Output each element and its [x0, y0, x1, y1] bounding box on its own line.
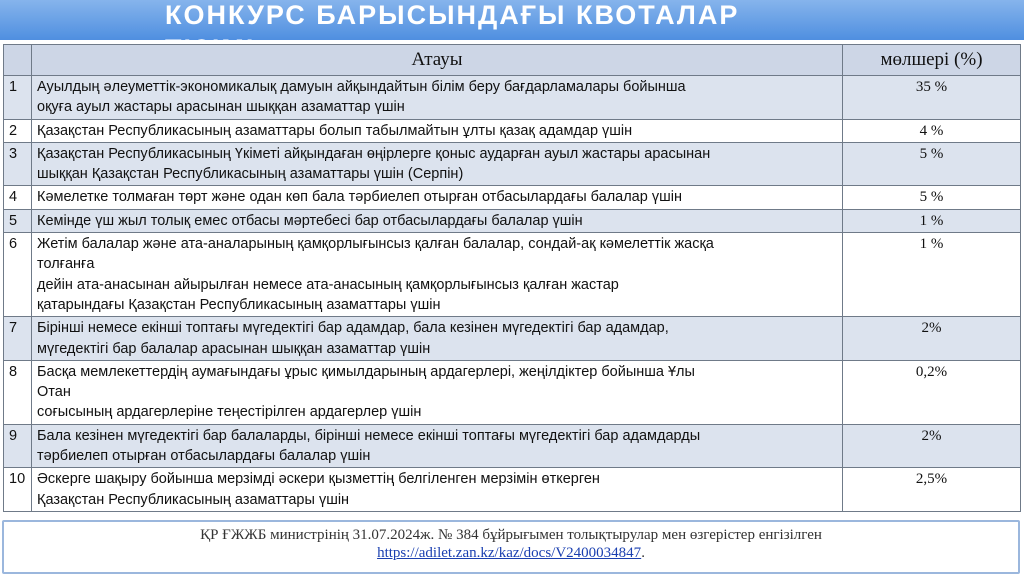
row-quota-value: 0,2%	[843, 360, 1021, 424]
header-number	[4, 45, 32, 76]
row-quota-value: 4 %	[843, 119, 1021, 142]
table-row	[4, 360, 1021, 424]
row-number: 7	[4, 317, 32, 361]
table-body	[4, 76, 1021, 512]
row-quota-value: 1 %	[843, 233, 1021, 317]
row-description	[32, 76, 843, 120]
row-description	[32, 142, 843, 186]
row-number: 1	[4, 76, 32, 120]
row-description	[32, 186, 843, 209]
row-number: 9	[4, 424, 32, 468]
table-row	[4, 142, 1021, 186]
row-description	[32, 468, 843, 512]
page-title: КОНКУРС БАРЫСЫНДАҒЫ КВОТАЛАР	[165, 0, 740, 30]
row-description	[32, 317, 843, 361]
row-description-line: Қазақстан Республикасының азаматтары болып табылмайтын ұлты қазақ адамдар үшін	[37, 122, 633, 139]
row-description-line: шыққан Қазақстан Республикасының азаматтары үшін (Серпін)	[37, 166, 464, 183]
footer-note: ҚР ҒЖЖБ министрінің 31.07.2024ж. № 384 бұйрығымен толықтырулар мен өзгерістер енгізілген	[200, 527, 822, 543]
row-description-line: соғысының ардагерлеріне теңестірілген ардагерлер үшін	[37, 404, 422, 421]
title-banner	[0, 0, 1024, 40]
row-description	[32, 424, 843, 468]
row-description-line: Қазақстан Республикасының Үкіметі айқындаған өңірлерге қоныс аударған ауыл жастары арасынан	[37, 145, 711, 162]
row-description-line: Бала кезінен мүгедектігі бар балаларды, бірінші немесе екінші топтағы мүгедектігі бар адамдарды	[37, 427, 701, 444]
row-quota-value: 2,5%	[843, 468, 1021, 512]
row-description-line: қатарындағы Қазақстан Республикасының азаматтары үшін	[37, 296, 441, 313]
adilet-link[interactable]: https://adilet.zan.kz/kaz/docs/V2400034847	[377, 545, 642, 561]
header-amount: мөлшері (%)	[843, 45, 1021, 76]
row-number: 8	[4, 360, 32, 424]
table-row	[4, 468, 1021, 512]
table-row	[4, 233, 1021, 317]
row-description	[32, 209, 843, 232]
footer-note-box	[2, 520, 1020, 574]
table-row	[4, 119, 1021, 142]
row-description-line: Жетім балалар және ата-аналарының қамқорлығынсыз қалған балалар, сондай-ақ кәмелеттік жасқа	[37, 236, 714, 253]
row-number: 5	[4, 209, 32, 232]
row-description-line: Бірінші немесе екінші топтағы мүгедектігі бар адамдар, бала кезінен мүгедектігі бар адамдар,	[37, 320, 669, 337]
row-quota-value: 1 %	[843, 209, 1021, 232]
footer-link-line	[4, 544, 1018, 562]
row-description-line: толғанға	[37, 256, 95, 273]
table-header-row	[4, 45, 1021, 76]
table-row	[4, 317, 1021, 361]
row-description-line: Қазақстан Республикасының азаматтары үшін	[37, 491, 350, 508]
table-row	[4, 424, 1021, 468]
row-description	[32, 233, 843, 317]
row-number: 6	[4, 233, 32, 317]
header-name: Атауы	[32, 45, 843, 76]
row-description-line: Ауылдың әлеуметтік-экономикалық дамуын айқындайтын білім беру бағдарламалары бойынша	[37, 79, 686, 95]
row-quota-value: 2%	[843, 424, 1021, 468]
row-number: 2	[4, 119, 32, 142]
row-quota-value: 5 %	[843, 186, 1021, 209]
footer-link-suffix: .	[641, 545, 645, 561]
row-description-line: дейін ата-анасынан айырылған немесе ата-анасының қамқорлығынсыз қалған жастар	[37, 276, 619, 293]
row-description-line: Басқа мемлекеттердің аумағындағы ұрыс қимылдарының ардагерлері, жеңілдіктер бойынша Ұлы	[37, 363, 695, 380]
row-quota-value: 2%	[843, 317, 1021, 361]
row-description-line: мүгедектігі бар балалар арасынан шыққан азаматтар үшін	[37, 340, 431, 357]
quota-table	[3, 44, 1021, 512]
row-description-line: тәрбиелеп отырған отбасылардағы балалар үшін	[37, 448, 371, 465]
row-description-line: Кемінде үш жыл толық емес отбасы мәртебесі бар отбасылардағы балалар үшін	[37, 212, 583, 229]
row-description-line: оқуға ауыл жастары арасынан шыққан азаматтар үшін	[37, 99, 405, 116]
row-number: 10	[4, 468, 32, 512]
row-number: 4	[4, 186, 32, 209]
row-description	[32, 119, 843, 142]
row-description	[32, 360, 843, 424]
row-description-line: Отан	[37, 384, 71, 401]
table-row	[4, 209, 1021, 232]
row-quota-value: 5 %	[843, 142, 1021, 186]
table-row	[4, 76, 1021, 120]
row-quota-value: 35 %	[843, 76, 1021, 120]
row-description-line: Әскерге шақыру бойынша мерзімді әскери қызметтің белгіленген мерзімін өткерген	[37, 471, 600, 488]
row-description-line: Кәмелетке толмаған төрт және одан көп бала тәрбиелеп отырған отбасылардағы балалар үшін	[37, 189, 682, 206]
table-row	[4, 186, 1021, 209]
row-number: 3	[4, 142, 32, 186]
